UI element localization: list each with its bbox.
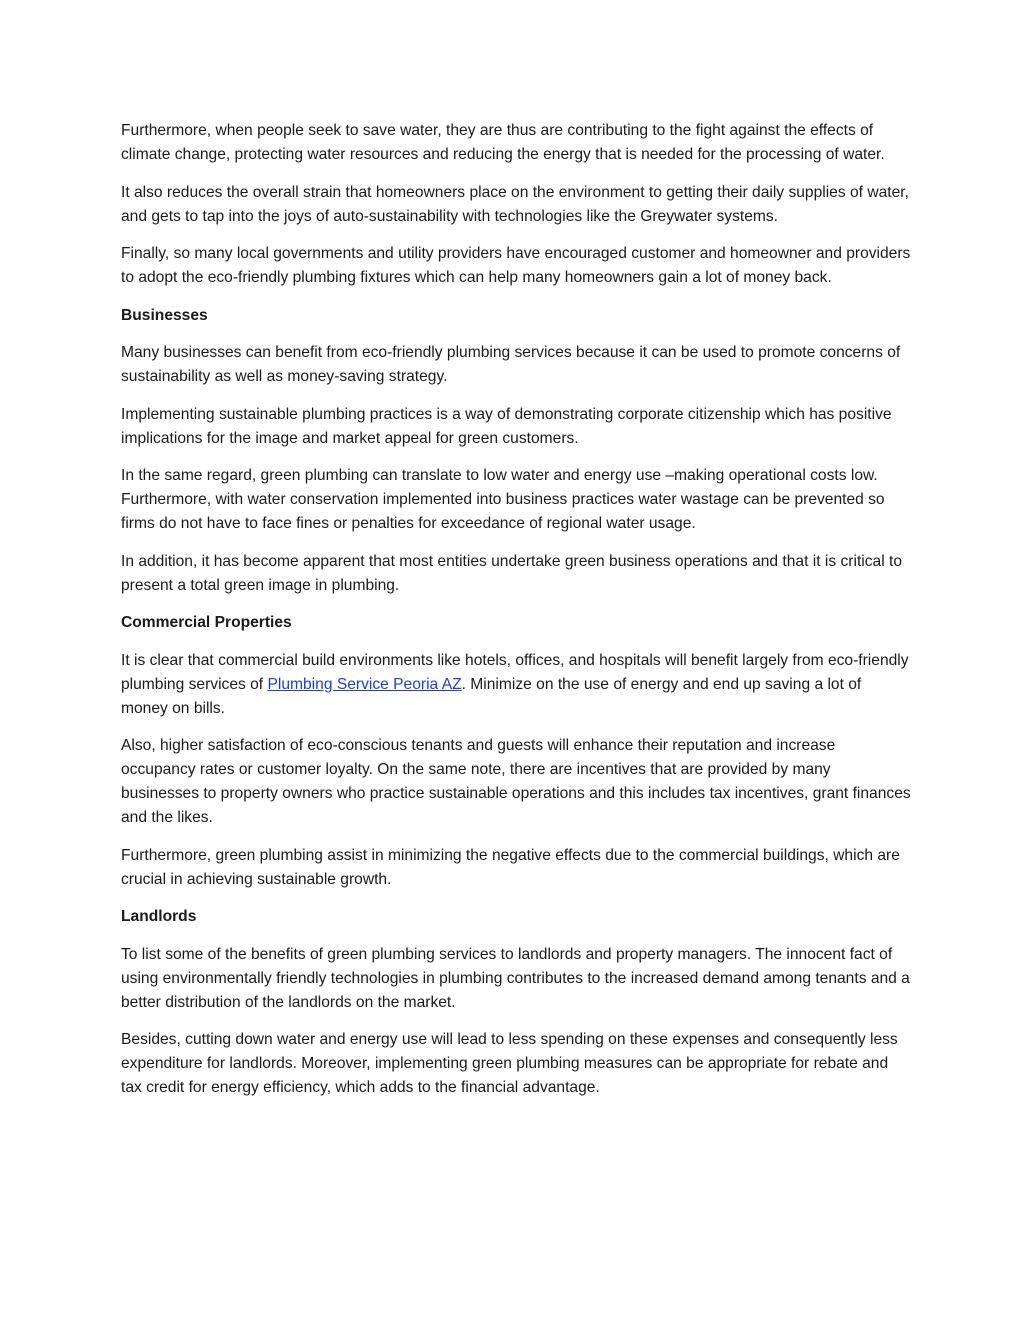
section-heading-landlords: Landlords <box>121 908 197 925</box>
paragraph-text: . Minimize on the use of energy and end up saving a lot of money on bills. <box>121 675 862 717</box>
paragraph: Besides, cutting down water and energy use will lead to less spending on these expenses and consequently less expenditure for landlords. Moreover, implementing green plumbing measures can be appropriate for rebate and tax credit for energy efficiency, which adds to the financial advantage. <box>121 1031 898 1096</box>
paragraph: In addition, it has become apparent that most entities undertake green business operations and that it is critical to present a total green image in plumbing. <box>121 552 903 594</box>
section-heading-commercial-properties: Commercial Properties <box>121 614 292 631</box>
paragraph: Also, higher satisfaction of eco-conscious tenants and guests will enhance their reputation and increase occupancy rates or customer loyalty. On the same note, there are incentives that are provided by many businesses to property owners who practice sustainable operations and this includes tax incentives, grant finances and the likes. <box>121 737 911 826</box>
plumbing-service-link[interactable]: Plumbing Service Peoria AZ <box>267 675 462 693</box>
paragraph: Furthermore, green plumbing assist in minimizing the negative effects due to the commercial buildings, which are crucial in achieving sustainable growth. <box>121 846 900 888</box>
paragraph: Many businesses can benefit from eco-friendly plumbing services because it can be used to promote concerns of sustainability as well as money-saving strategy. <box>121 344 901 385</box>
paragraph-with-link <box>121 649 911 721</box>
section-heading-businesses: Businesses <box>121 306 208 324</box>
paragraph-text: It is clear that commercial build environments like hotels, offices, and hospitals will benefit largely from eco-friendly plumbing services of <box>121 651 909 693</box>
paragraph: It also reduces the overall strain that homeowners place on the environment to getting their daily supplies of water, and gets to tap into the joys of auto-sustainability with technologies like the Greywater systems. <box>121 183 909 225</box>
document-page <box>121 119 911 1114</box>
paragraph: Furthermore, when people seek to save water, they are thus are contributing to the fight against the effects of climate change, protecting water resources and reducing the energy that is needed for the processing of water. <box>121 122 885 163</box>
paragraph: To list some of the benefits of green plumbing services to landlords and property managers. The innocent fact of using environmentally friendly technologies in plumbing contributes to the increased demand among tenants and a better distribution of the landlords on the market. <box>121 945 910 1011</box>
paragraph: Finally, so many local governments and utility providers have encouraged customer and homeowner and providers to adopt the eco-friendly plumbing fixtures which can help many homeowners gain a lot of money back. <box>121 245 911 286</box>
paragraph: Implementing sustainable plumbing practices is a way of demonstrating corporate citizenship which has positive implications for the image and market appeal for green customers. <box>121 405 892 447</box>
paragraph: In the same regard, green plumbing can translate to low water and energy use –making operational costs low. Furthermore, with water conservation implemented into business practices water wastage can be prevented so firms do not have to face fines or penalties for exceedance of regional water usage. <box>121 467 885 532</box>
